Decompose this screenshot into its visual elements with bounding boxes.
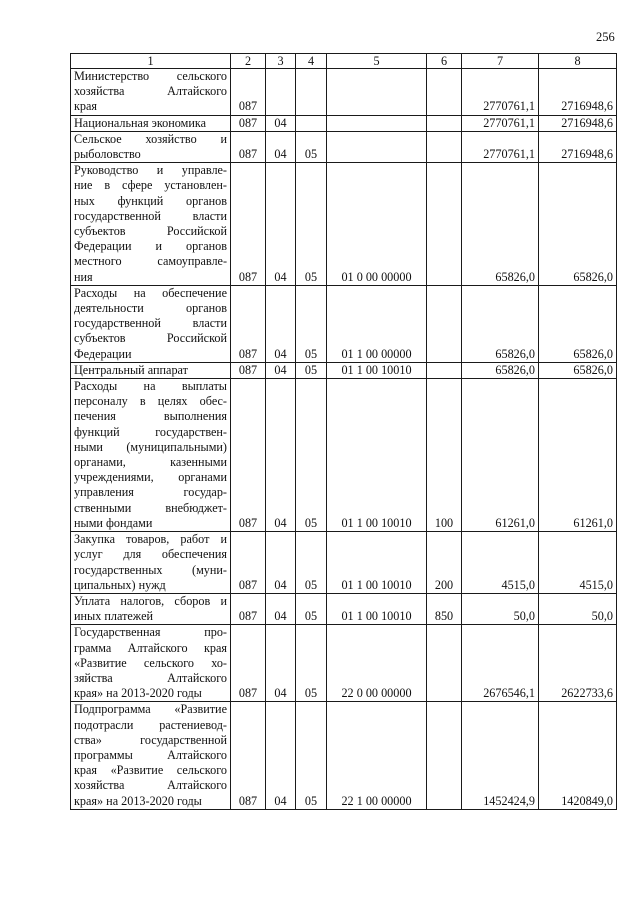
row-name-line: Уплата налогов, сборов и (74, 593, 227, 608)
row-name-line: грамма Алтайского края (74, 640, 227, 655)
expense-type-cell (427, 163, 462, 286)
row-name-line: персоналу в целях обес- (74, 394, 227, 409)
target-article-cell: 01 1 00 10010 (327, 379, 427, 532)
column-header-6: 6 (427, 54, 462, 69)
item-code-cell (296, 69, 327, 116)
row-name-line: Федерации и органов (74, 239, 227, 254)
row-name-line: услуг для обеспечения (74, 547, 227, 562)
section-code-cell: 087 (231, 593, 266, 624)
row-name-line: ципальных) нужд (74, 577, 166, 592)
row-name-line: субъектов Российской (74, 224, 227, 239)
row-name-cell (71, 532, 231, 594)
amount-year1-cell: 2770761,1 (462, 69, 539, 116)
amount-year2-cell: 65826,0 (539, 362, 617, 378)
row-name-line: ными фондами (74, 515, 153, 530)
subsection-code-cell: 04 (266, 625, 296, 702)
item-code-cell: 05 (296, 163, 327, 286)
subsection-code-cell: 04 (266, 362, 296, 378)
table-row (71, 702, 617, 809)
target-article-cell (327, 115, 427, 131)
row-name-line: хозяйства Алтайского (74, 84, 227, 99)
section-code-cell: 087 (231, 69, 266, 116)
amount-year1-cell: 2770761,1 (462, 115, 539, 131)
row-name-line: рыболовство (74, 147, 141, 162)
row-name-line: хозяйства Алтайского (74, 778, 227, 793)
item-code-cell: 05 (296, 362, 327, 378)
amount-year1-cell: 2770761,1 (462, 131, 539, 162)
subsection-code-cell: 04 (266, 131, 296, 162)
row-name-cell (71, 362, 231, 378)
row-name-line: печения выполнения (74, 409, 227, 424)
amount-year2-cell: 2622733,6 (539, 625, 617, 702)
amount-year1-cell: 2676546,1 (462, 625, 539, 702)
amount-year1-cell: 65826,0 (462, 163, 539, 286)
row-name-line: Федерации (74, 346, 132, 361)
table-row (71, 593, 617, 624)
table-body (71, 69, 617, 810)
row-name-cell (71, 115, 231, 131)
row-name-line: края» на 2013-2020 годы (74, 686, 202, 701)
row-name-cell (71, 625, 231, 702)
row-name-cell (71, 285, 231, 362)
row-name-line: ными (муниципальными) (74, 439, 227, 454)
column-header-4: 4 (296, 54, 327, 69)
row-name-line: Центральный аппарат (74, 362, 188, 377)
row-name-line: учреждениями, органами (74, 470, 227, 485)
target-article-cell: 01 1 00 10010 (327, 593, 427, 624)
amount-year1-cell: 65826,0 (462, 362, 539, 378)
target-article-cell (327, 69, 427, 116)
column-header-5: 5 (327, 54, 427, 69)
row-name-line: Подпрограмма «Развитие (74, 702, 227, 717)
column-header-2: 2 (231, 54, 266, 69)
budget-table (70, 53, 617, 810)
item-code-cell: 05 (296, 379, 327, 532)
row-name-line: органами, казенными (74, 455, 227, 470)
row-name-cell (71, 163, 231, 286)
expense-type-cell: 100 (427, 379, 462, 532)
amount-year2-cell: 2716948,6 (539, 69, 617, 116)
amount-year2-cell: 4515,0 (539, 532, 617, 594)
section-code-cell: 087 (231, 625, 266, 702)
target-article-cell: 01 0 00 00000 (327, 163, 427, 286)
amount-year2-cell: 65826,0 (539, 163, 617, 286)
column-header-1: 1 (71, 54, 231, 69)
section-code-cell: 087 (231, 362, 266, 378)
subsection-code-cell: 04 (266, 115, 296, 131)
expense-type-cell: 200 (427, 532, 462, 594)
target-article-cell: 22 1 00 00000 (327, 702, 427, 809)
table-header (71, 54, 617, 69)
section-code-cell: 087 (231, 163, 266, 286)
table-row (71, 625, 617, 702)
row-name-line: ных функций органов (74, 193, 227, 208)
item-code-cell: 05 (296, 625, 327, 702)
expense-type-cell (427, 362, 462, 378)
amount-year1-cell: 1452424,9 (462, 702, 539, 809)
row-name-line: субъектов Российской (74, 331, 227, 346)
row-name-cell (71, 379, 231, 532)
row-name-line: иных платежей (74, 609, 153, 624)
row-name-line: государственных (муни- (74, 562, 227, 577)
amount-year1-cell: 61261,0 (462, 379, 539, 532)
subsection-code-cell: 04 (266, 163, 296, 286)
expense-type-cell (427, 285, 462, 362)
subsection-code-cell: 04 (266, 532, 296, 594)
expense-type-cell: 850 (427, 593, 462, 624)
row-name-line: местного самоуправле- (74, 254, 227, 269)
row-name-line: «Развитие сельского хо- (74, 655, 227, 670)
item-code-cell: 05 (296, 532, 327, 594)
row-name-line: Сельское хозяйство и (74, 131, 227, 146)
row-name-line: Министерство сельского (74, 69, 227, 83)
expense-type-cell (427, 115, 462, 131)
row-name-line: ственными внебюджет- (74, 500, 227, 515)
subsection-code-cell: 04 (266, 593, 296, 624)
target-article-cell: 01 1 00 10010 (327, 362, 427, 378)
header-row (71, 54, 617, 69)
row-name-line: края «Развитие сельского (74, 763, 227, 778)
row-name-line: зяйства Алтайского (74, 670, 227, 685)
row-name-line: Расходы на обеспечение (74, 285, 227, 300)
target-article-cell: 22 0 00 00000 (327, 625, 427, 702)
section-code-cell: 087 (231, 532, 266, 594)
amount-year1-cell: 65826,0 (462, 285, 539, 362)
amount-year2-cell: 1420849,0 (539, 702, 617, 809)
row-name-line: ние в сфере установлен- (74, 178, 227, 193)
row-name-line: Национальная экономика (74, 115, 207, 130)
section-code-cell: 087 (231, 115, 266, 131)
row-name-line: управления государ- (74, 485, 227, 500)
row-name-line: Расходы на выплаты (74, 379, 227, 394)
row-name-line: ства» государственной (74, 732, 227, 747)
item-code-cell: 05 (296, 285, 327, 362)
row-name-cell (71, 702, 231, 809)
expense-type-cell (427, 625, 462, 702)
column-header-3: 3 (266, 54, 296, 69)
row-name-cell (71, 131, 231, 162)
amount-year1-cell: 4515,0 (462, 532, 539, 594)
row-name-line: деятельности органов (74, 301, 227, 316)
expense-type-cell (427, 702, 462, 809)
column-header-7: 7 (462, 54, 539, 69)
page-number: 256 (596, 30, 615, 44)
column-header-8: 8 (539, 54, 617, 69)
row-name-line: Государственная про- (74, 625, 227, 640)
row-name-line: Закупка товаров, работ и (74, 532, 227, 547)
row-name-line: края» на 2013-2020 годы (74, 793, 202, 808)
table-row (71, 379, 617, 532)
row-name-line: Руководство и управле- (74, 163, 227, 178)
amount-year2-cell: 61261,0 (539, 379, 617, 532)
table-row (71, 285, 617, 362)
row-name-line: программы Алтайского (74, 747, 227, 762)
row-name-line: функций государствен- (74, 424, 227, 439)
table-row (71, 115, 617, 131)
item-code-cell: 05 (296, 593, 327, 624)
table-row (71, 69, 617, 116)
amount-year2-cell: 2716948,6 (539, 115, 617, 131)
section-code-cell: 087 (231, 131, 266, 162)
target-article-cell (327, 131, 427, 162)
table-row (71, 163, 617, 286)
section-code-cell: 087 (231, 379, 266, 532)
target-article-cell: 01 1 00 10010 (327, 532, 427, 594)
amount-year2-cell: 65826,0 (539, 285, 617, 362)
row-name-cell (71, 69, 231, 116)
item-code-cell (296, 115, 327, 131)
row-name-line: государственной власти (74, 316, 227, 331)
subsection-code-cell: 04 (266, 702, 296, 809)
target-article-cell: 01 1 00 00000 (327, 285, 427, 362)
section-code-cell: 087 (231, 702, 266, 809)
row-name-line: государственной власти (74, 208, 227, 223)
item-code-cell: 05 (296, 702, 327, 809)
amount-year1-cell: 50,0 (462, 593, 539, 624)
table-row (71, 532, 617, 594)
row-name-line: ния (74, 269, 93, 284)
row-name-line: края (74, 99, 98, 114)
row-name-line: подотрасли растениевод- (74, 717, 227, 732)
table-row (71, 131, 617, 162)
subsection-code-cell (266, 69, 296, 116)
amount-year2-cell: 2716948,6 (539, 131, 617, 162)
section-code-cell: 087 (231, 285, 266, 362)
item-code-cell: 05 (296, 131, 327, 162)
subsection-code-cell: 04 (266, 285, 296, 362)
expense-type-cell (427, 69, 462, 116)
expense-type-cell (427, 131, 462, 162)
row-name-cell (71, 593, 231, 624)
table-row (71, 362, 617, 378)
amount-year2-cell: 50,0 (539, 593, 617, 624)
subsection-code-cell: 04 (266, 379, 296, 532)
